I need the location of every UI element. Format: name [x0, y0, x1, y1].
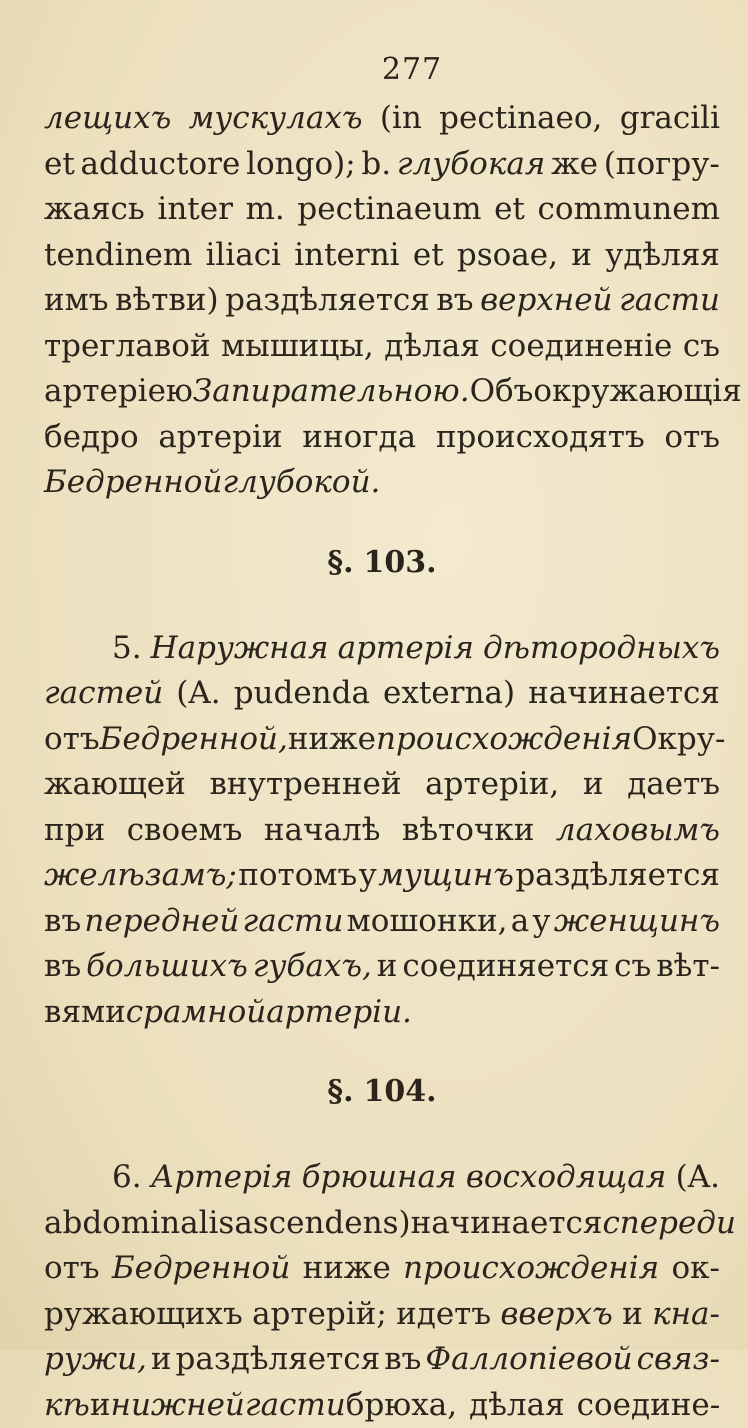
- word: съ: [683, 324, 720, 370]
- word: начинается: [411, 1201, 603, 1247]
- text-line: [44, 142, 720, 188]
- word: Бедренной: [112, 1246, 290, 1292]
- word: gracili: [620, 96, 720, 142]
- word: мускулахъ: [189, 96, 363, 142]
- word: жающей: [44, 762, 186, 808]
- word: отъ: [44, 1246, 100, 1292]
- word: et: [413, 233, 444, 279]
- word: и: [622, 1292, 643, 1338]
- word: дѣтородныхъ: [483, 626, 720, 672]
- word: происхожденія: [403, 1246, 659, 1292]
- text-line: [44, 278, 720, 324]
- word: interni: [294, 233, 399, 279]
- text-line: [44, 96, 720, 142]
- word: раздѣляется: [515, 853, 720, 899]
- word: верхней: [480, 278, 612, 324]
- text-line: [44, 762, 720, 808]
- word: соединяется: [402, 944, 609, 990]
- text-line: [44, 1155, 720, 1201]
- word: b.: [361, 142, 391, 188]
- word: въ: [436, 278, 473, 324]
- book-page: [44, 52, 720, 1428]
- word: iliaci: [205, 233, 281, 279]
- word: лещихъ: [44, 96, 171, 142]
- text-line: [44, 460, 720, 506]
- word: ниже: [288, 717, 376, 763]
- section-number: 103.: [364, 545, 437, 580]
- word: отъ: [664, 415, 720, 461]
- word: спереди: [602, 1201, 735, 1247]
- word: иногда: [302, 415, 416, 461]
- word: артеріи: [158, 415, 282, 461]
- word: же: [551, 142, 598, 188]
- text-line: [44, 1246, 720, 1292]
- word: происходятъ: [436, 415, 645, 461]
- word: ок-: [671, 1246, 720, 1292]
- word: восходящая: [466, 1155, 666, 1201]
- word: даетъ: [627, 762, 720, 808]
- word: communem: [538, 187, 721, 233]
- word: ружи,: [44, 1337, 147, 1383]
- section-number: 104.: [364, 1074, 437, 1109]
- word: (A.: [676, 1155, 720, 1201]
- word: у: [532, 899, 550, 945]
- word: лаховымъ: [556, 808, 720, 854]
- word: tendinem: [44, 233, 192, 279]
- paragraph: [44, 626, 720, 1036]
- word: артеріею: [44, 369, 193, 415]
- word: m.: [246, 187, 285, 233]
- text-line: [44, 415, 720, 461]
- word: артеріи,: [425, 762, 559, 808]
- word: кѣ: [44, 1383, 90, 1428]
- word: нижней: [111, 1383, 245, 1428]
- word: гасти: [619, 278, 720, 324]
- word: Артерія: [151, 1155, 292, 1201]
- page-number: 277: [104, 52, 720, 96]
- word: Бедренной: [44, 460, 222, 506]
- word: и: [571, 233, 592, 279]
- word: adductore: [81, 142, 241, 188]
- text-line: [44, 944, 720, 990]
- word: ружающихъ: [44, 1292, 243, 1338]
- word: артеріи.: [266, 990, 412, 1036]
- word: желѣзамъ;: [44, 853, 237, 899]
- word: psoae,: [457, 233, 558, 279]
- word: и: [377, 944, 398, 990]
- text-line: [44, 626, 720, 672]
- word: глубокой.: [222, 460, 380, 506]
- word: вями: [44, 990, 126, 1036]
- word: у: [359, 853, 377, 899]
- word: 6.: [112, 1155, 142, 1201]
- text-line: [44, 1292, 720, 1338]
- word: и: [583, 762, 604, 808]
- word: вверхъ: [500, 1292, 612, 1338]
- word: мышицы,: [221, 324, 374, 370]
- word: при: [44, 808, 105, 854]
- word: жаясь: [44, 187, 145, 233]
- word: срамной: [126, 990, 266, 1036]
- word: и: [151, 1337, 172, 1383]
- word: въ: [44, 944, 81, 990]
- word: потомъ: [238, 853, 357, 899]
- word: съ: [614, 944, 651, 990]
- word: Фаллопіевой: [425, 1337, 632, 1383]
- word: происхожденія: [376, 717, 632, 763]
- word: мошонки,: [347, 899, 508, 945]
- word: externa): [383, 671, 515, 717]
- text-line: [44, 1201, 720, 1247]
- word: гасти: [243, 899, 344, 945]
- word: передней: [84, 899, 239, 945]
- word: внутренней: [209, 762, 401, 808]
- word: (in: [380, 96, 422, 142]
- word: губахъ,: [253, 944, 372, 990]
- word: ниже: [303, 1246, 391, 1292]
- word: вѣтви): [115, 278, 219, 324]
- word: (погру-: [604, 142, 720, 188]
- page-body: [44, 96, 720, 1428]
- word: вѣточки: [402, 808, 535, 854]
- section-heading: [44, 518, 720, 608]
- word: женщинъ: [554, 899, 720, 945]
- text-line: [44, 990, 720, 1036]
- word: своемъ: [127, 808, 243, 854]
- word: бедро: [44, 415, 139, 461]
- word: начинается: [528, 671, 720, 717]
- word: раздѣляется: [225, 278, 430, 324]
- word: соедине-: [577, 1383, 721, 1428]
- word: inter: [157, 187, 233, 233]
- text-line: [44, 1383, 720, 1428]
- word: pectinaeo,: [439, 96, 602, 142]
- word: брюха,: [346, 1383, 457, 1428]
- word: дѣлая: [469, 1383, 565, 1428]
- word: Наружная: [151, 626, 329, 672]
- section-sign: §.: [327, 545, 353, 580]
- text-line: [44, 369, 720, 415]
- word: longo);: [246, 142, 356, 188]
- word: Запирательною.: [193, 369, 470, 415]
- paragraph: [44, 1155, 720, 1428]
- text-line: [44, 1337, 720, 1383]
- word: вѣт-: [656, 944, 720, 990]
- word: началѣ: [264, 808, 381, 854]
- word: артерій;: [252, 1292, 387, 1338]
- word: артерія: [338, 626, 474, 672]
- word: въ: [44, 899, 81, 945]
- word: раздѣляется: [176, 1337, 381, 1383]
- paragraph: [44, 96, 720, 506]
- word: гасти: [245, 1383, 346, 1428]
- word: (A.: [176, 671, 220, 717]
- word: ascendens): [234, 1201, 410, 1247]
- word: pudenda: [234, 671, 370, 717]
- word: Объ: [470, 369, 534, 415]
- word: идетъ: [396, 1292, 491, 1338]
- word: большихъ: [86, 944, 248, 990]
- section-sign: §.: [327, 1074, 353, 1109]
- word: имъ: [44, 278, 109, 324]
- word: мущинъ: [378, 853, 514, 899]
- word: связ-: [637, 1337, 720, 1383]
- word: et: [494, 187, 525, 233]
- text-line: [44, 808, 720, 854]
- text-line: [44, 324, 720, 370]
- text-line: [44, 187, 720, 233]
- word: pectinaeum: [297, 187, 481, 233]
- text-line: [44, 233, 720, 279]
- text-line: [44, 717, 720, 763]
- word: въ: [384, 1337, 421, 1383]
- word: Бедренной,: [100, 717, 288, 763]
- word: Окру-: [632, 717, 725, 763]
- word: окружающія: [533, 369, 741, 415]
- word: abdominalis: [44, 1201, 234, 1247]
- word: а: [511, 899, 529, 945]
- word: et: [44, 142, 75, 188]
- word: гастей: [44, 671, 163, 717]
- section-heading: [44, 1047, 720, 1137]
- text-line: [44, 899, 720, 945]
- word: кна-: [652, 1292, 720, 1338]
- word: отъ: [44, 717, 100, 763]
- word: соединеніе: [490, 324, 672, 370]
- word: глубокая: [397, 142, 546, 188]
- word: и: [90, 1383, 111, 1428]
- word: брюшная: [302, 1155, 457, 1201]
- text-line: [44, 671, 720, 717]
- word: 5.: [112, 626, 142, 672]
- word: треглавой: [44, 324, 211, 370]
- word: удѣляя: [605, 233, 720, 279]
- word: дѣлая: [384, 324, 480, 370]
- text-line: [44, 853, 720, 899]
